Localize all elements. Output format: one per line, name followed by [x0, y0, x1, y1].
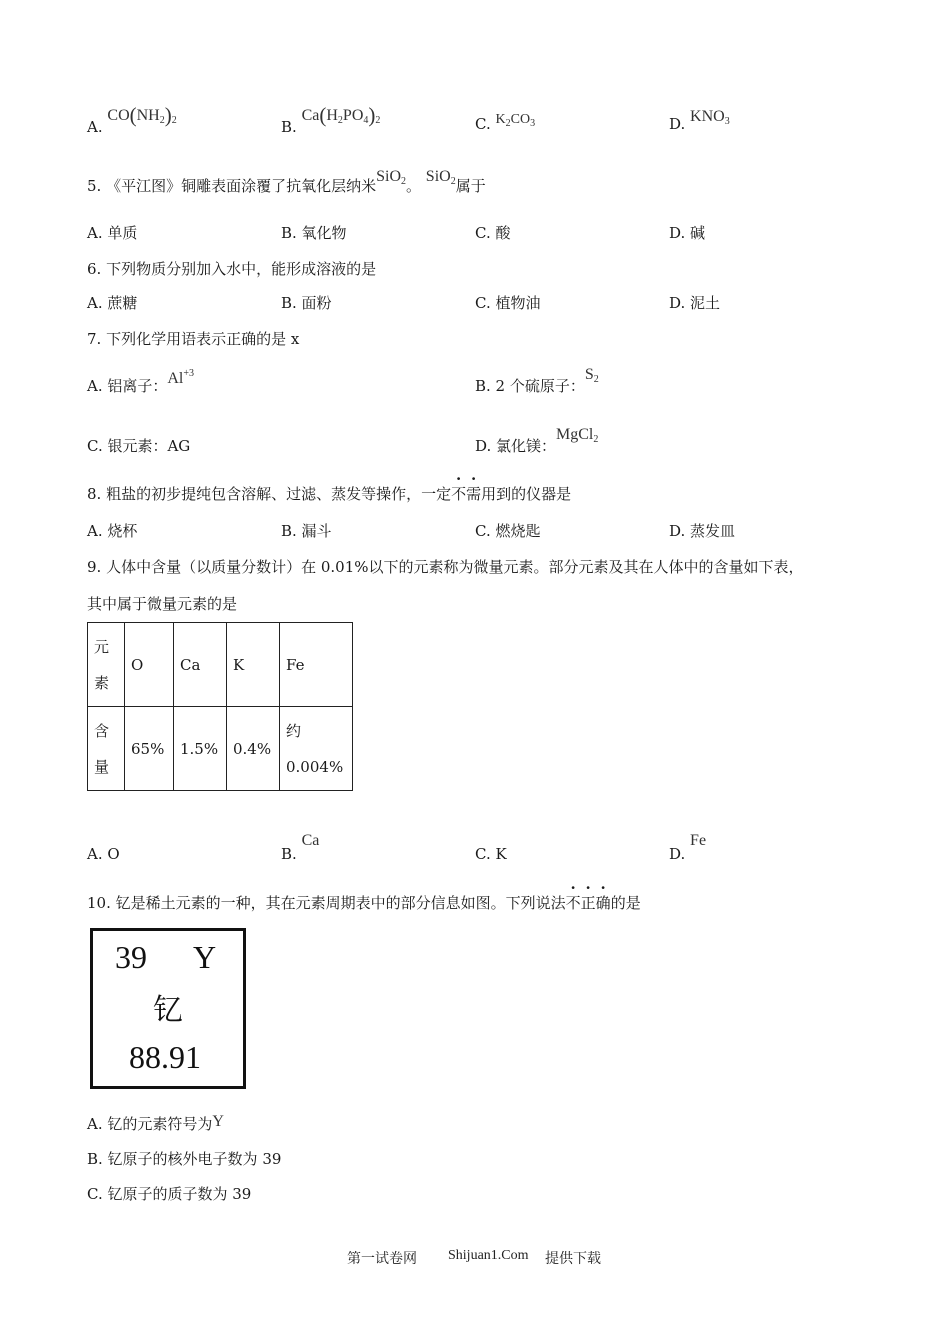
- q4-option-d: D. $KNO_3$: [669, 108, 730, 133]
- footer-site-url: Shijuan1.Com: [448, 1248, 529, 1263]
- q4-option-c: C. $K_2CO_3$: [475, 112, 536, 133]
- footer-site-name: 第一试卷网: [347, 1251, 417, 1267]
- emphasis-dot-char: 正: [580, 894, 596, 912]
- q5-option-d: D. 碱: [669, 224, 706, 242]
- al-ion-formula: $Al^{+3}$: [167, 368, 195, 387]
- table-cell: Ca: [174, 623, 227, 707]
- sio2-formula-2: SiO$_2$: [425, 168, 456, 187]
- q5-option-c: C. 酸: [475, 224, 511, 242]
- emphasis-dot-char: 需: [466, 485, 482, 503]
- q5-option-b: B. 氧化物: [281, 224, 347, 242]
- element-name: 钇: [153, 993, 183, 1028]
- q8-option-a: A. 烧杯: [87, 522, 138, 540]
- q4-formula-c: $K_2CO_3$: [495, 112, 536, 129]
- header-cell: 含 量: [88, 707, 125, 791]
- q7-option-c: C. 银元素：AG: [87, 437, 191, 455]
- mgcl2-formula: MgCl$_2$: [556, 426, 599, 445]
- atomic-mass: 88.91: [129, 1039, 201, 1075]
- emphasis-dot-char: 不: [451, 485, 467, 503]
- q8-stem: 8. 粗盐的初步提纯包含溶解、过滤、蒸发等操作，一定不需用到的仪器是: [87, 485, 572, 503]
- q4-option-a: A. $CO(NH_2)_2$: [87, 103, 177, 136]
- element-symbol: Y: [193, 939, 217, 975]
- footer-download-text: 提供下载: [545, 1251, 601, 1267]
- q9-stem-line1: 9. 人体中含量（以质量分数计）在 0.01%以下的元素称为微量元素。部分元素及其在人体中的含量如下表，: [87, 558, 804, 576]
- q10-option-a: A. 钇的元素符号为Y: [87, 1113, 224, 1133]
- q10-option-b: B. 钇原子的核外电子数为 39: [87, 1150, 282, 1168]
- y-formula: Y: [212, 1113, 224, 1130]
- q6-stem: 6. 下列物质分别加入水中，能形成溶液的是: [87, 260, 377, 278]
- q9-stem-line2: 其中属于微量元素的是: [87, 595, 238, 613]
- q6-option-d: D. 泥土: [669, 294, 721, 312]
- sio2-formula-1: SiO$_2$: [376, 168, 406, 187]
- q4-formula-a: $CO(NH_2)_2$: [107, 103, 177, 127]
- q4-formula-d: $KNO_3$: [690, 108, 730, 127]
- table-cell: 65%: [125, 707, 174, 791]
- q8-option-b: B. 漏斗: [281, 522, 332, 540]
- q5-stem: 5. 《平江图》铜雕表面涂覆了抗氧化层纳米SiO$_2$。 SiO$_2$属于: [87, 168, 486, 195]
- q8-option-d: D. 蒸发皿: [669, 522, 736, 540]
- q5-option-a: A. 单质: [87, 224, 138, 242]
- atomic-number: 39: [115, 939, 147, 975]
- s2-formula: $S_2$: [584, 366, 599, 385]
- q10-option-c: C. 钇原子的质子数为 39: [87, 1185, 252, 1203]
- table-cell: 约 0.004%: [280, 707, 353, 791]
- table-row-elements: [88, 623, 353, 707]
- q9-option-c: C. K: [475, 845, 507, 863]
- emphasis-dot-char: 确: [595, 894, 611, 912]
- table-cell: Fe: [280, 623, 353, 707]
- table-cell: O: [125, 623, 174, 707]
- q9-option-d: D. Fe: [669, 832, 707, 863]
- table-row-contents: [88, 707, 353, 791]
- q7-stem: 7. 下列化学用语表示正确的是 x: [87, 330, 300, 348]
- q9-option-b: B. Ca: [281, 832, 320, 863]
- emphasis-dot-char: 不: [565, 894, 581, 912]
- periodic-table-card: [90, 928, 246, 1089]
- q7-option-d: D. 氯化镁：MgCl$_2$: [475, 426, 599, 455]
- table-cell: 0.4%: [227, 707, 280, 791]
- q7-option-b: B. 2 个硫原子：$S_2$: [475, 366, 599, 395]
- header-cell: 元 素: [88, 623, 125, 707]
- q4-formula-b: $Ca(H_2PO_4)_2$: [301, 103, 381, 127]
- table-cell: 1.5%: [174, 707, 227, 791]
- q6-option-b: B. 面粉: [281, 294, 332, 312]
- table-cell: K: [227, 623, 280, 707]
- q6-option-a: A. 蔗糖: [87, 294, 138, 312]
- q9-option-a: A. O: [87, 845, 120, 863]
- q4-option-b: B. $Ca(H_2PO_4)_2$: [281, 103, 381, 136]
- q6-option-c: C. 植物油: [475, 294, 541, 312]
- q8-option-c: C. 燃烧匙: [475, 522, 541, 540]
- q10-stem: 10. 钇是稀土元素的一种，其在元素周期表中的部分信息如图。下列说法不正确的是: [87, 894, 641, 912]
- fe-formula: Fe: [690, 832, 707, 849]
- ca-formula: Ca: [301, 832, 320, 849]
- q7-option-a: A. 铝离子：$Al^{+3}$: [87, 368, 195, 395]
- element-content-table: [87, 622, 353, 791]
